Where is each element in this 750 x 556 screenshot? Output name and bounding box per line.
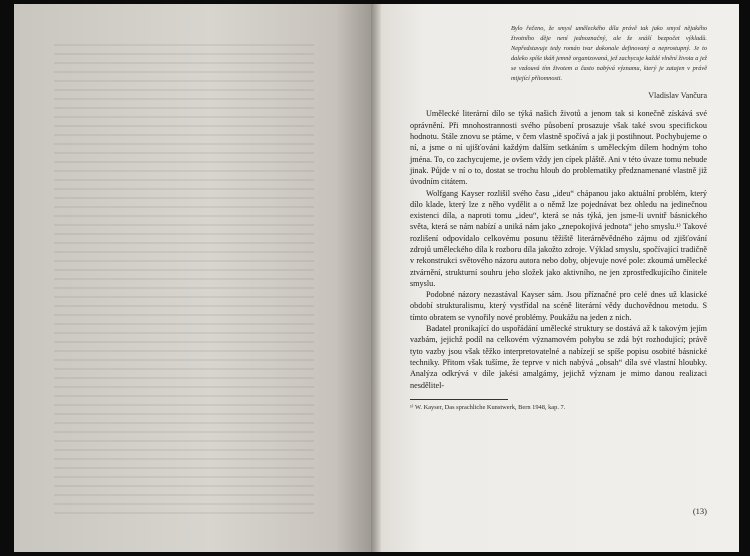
left-page	[14, 4, 371, 552]
paragraph: Umělecké literární dílo se týká našich životů a jenom tak si konečně získává své oprávnění. Při mnohostrannosti svého působení prosazuje však také svou specifickou hodnotu. Stále znovu se ptáme, v čem vlastně spočívá a jak ji postihnout. Pochybujeme o ní, a jsme o ní ujišťováni každým dalším setkáním s uměleckým dílem hodným toho jména. To, co zachycujeme, je ovšem vždy jen cípek pláště. Ani v této úvaze tomu nebude jinak. Půjde v ní o to, dostat se trochu hloub do problematiky předznamenané vlastně již úvodním citátem.	[410, 109, 707, 187]
paragraph: Badatel pronikající do uspořádání umělecké struktury se dostává až k takovým jejím vazbám, jejichž podíl na celkovém významovém pohybu se zdá být rozhodující; právě tyto vazby jsou však těžko interpretovatelné a nabízejí se spíše popisu osobité básnické techniky. Přitom však tušíme, že teprve v nich nabývá „obsah“ díla své vlastní hloubky. Analýza odkrývá v díle jakési amalgámy, jejichž význam je mimo danou realizaci nesdělitel-	[410, 324, 707, 390]
body-text	[410, 108, 707, 390]
paragraph: Podobné názory nezastával Kayser sám. Jsou příznačné pro celé dnes už klasické období strukturalismu, který vystřídal na scéně literární vědy duchovědnou metodu. S tímto obratem se vynořily nové problémy. Poukážu na jeden z nich.	[410, 290, 707, 322]
page-number: (13)	[692, 506, 707, 516]
paragraph: Wolfgang Kayser rozlišil svého času „ideu“ chápanou jako aktuální problém, který dílo klade, který lze z něho vydělit a o němž lze pojednávat bez ohledu na jedinečnou existenci díla, a naproti tomu „ideu“, která se nás týká, jen jsme-li uvnitř básnického světa, která se nám nabízí a uniká nám jako „znepokojivá jednota“ jeho smyslu.¹⁾ Takové rozlišení odpovídalo celkovému posunu těžiště literárněvědného zájmu od zjišťování zdrojů uměleckého díla k rozboru díla jakožto zdroje. Výklad smyslu, spočívající tradičně v rekonstrukci světového názoru autora nebo doby, objevuje nové pole: zkoumá umělecké ztvárnění, strukturní souhru jeho složek jako aktivního, ne jen zprostředkujícího činitele smyslu.	[410, 188, 707, 288]
book-spread	[14, 4, 739, 552]
motto-quote: Bylo řečeno, že smysl uměleckého díla právě tak jako smysl nějakého životního děje není jednoznačný, ale že snáší bezpočet výkladů. Nepředstavuje tedy román tvar dokonale definovaný a neprostupný. Je to daleko spíše tkáň jemně organizovaná, jež zachycuje každé vlnění života a jež se vzdouvá tím životem a často nabývá významu, který je zatajen v právě mijející přítomnosti.	[511, 25, 707, 82]
book-gutter	[371, 4, 381, 552]
footnote-rule	[410, 399, 508, 400]
show-through-text	[54, 44, 314, 514]
motto-author: Vladislav Vančura	[648, 91, 707, 101]
page-content	[410, 24, 707, 412]
footnote: ¹⁾ W. Kayser, Das sprachliche Kunstwerk, Bern 1948, kap. 7.	[410, 403, 566, 411]
right-page	[381, 4, 739, 552]
